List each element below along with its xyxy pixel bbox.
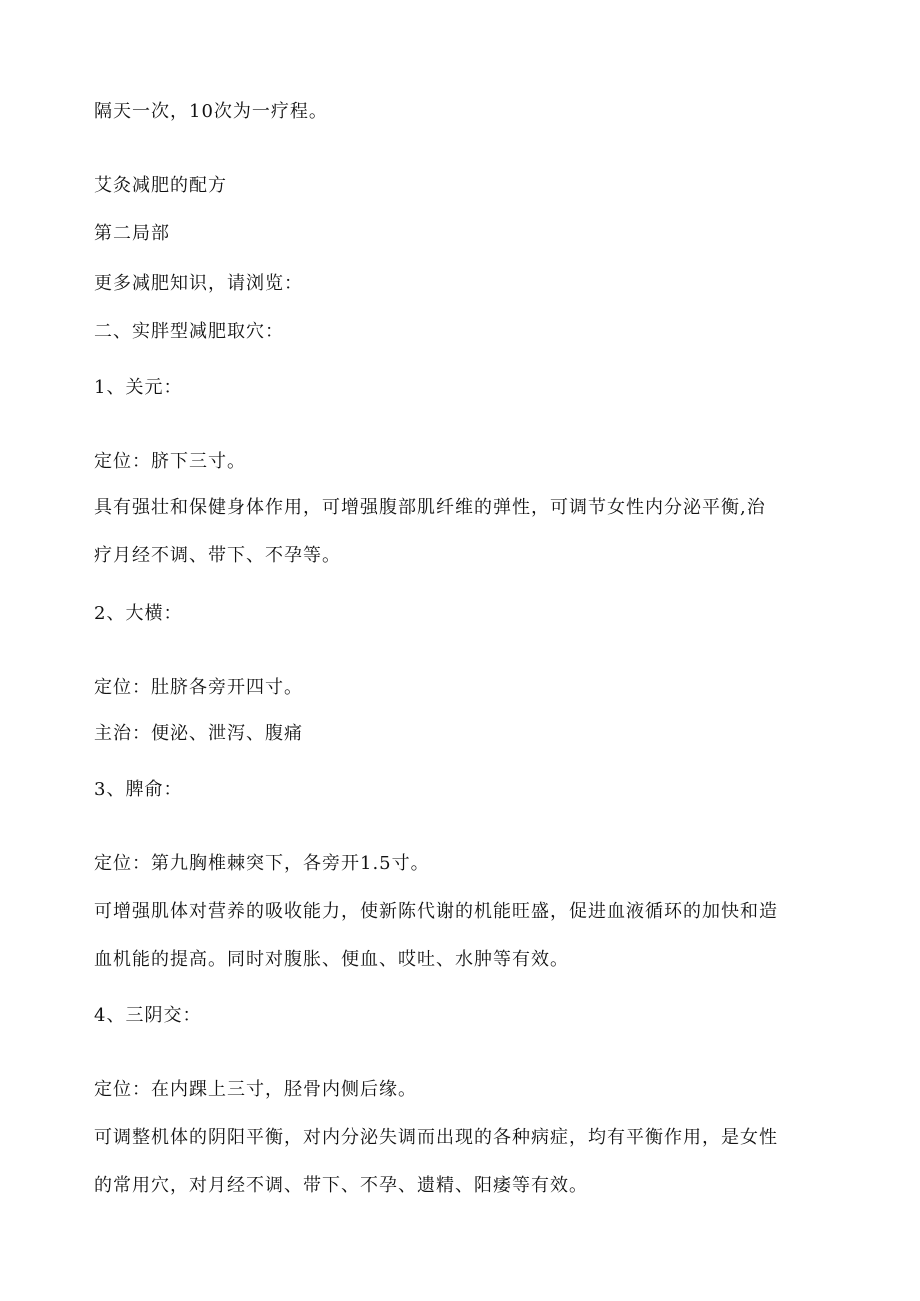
text-line: 定位：在内踝上三寸，胫骨内侧后缘。 (94, 1079, 417, 1100)
text-line: 2、大横： (94, 603, 183, 624)
text-line: 隔天一次，10次为一疗程。 (94, 101, 328, 122)
text-line: 血机能的提高。同时对腹胀、便血、哎吐、水肿等有效。 (94, 949, 569, 970)
text-line: 定位：第九胸椎棘突下，各旁开1.5寸。 (94, 853, 430, 874)
text-line: 的常用穴，对月经不调、带下、不孕、遗精、阳痿等有效。 (94, 1175, 588, 1196)
text-line: 疗月经不调、带下、不孕等。 (94, 545, 341, 566)
text-line: 4、三阴交： (94, 1005, 202, 1026)
text-line: 1、关元： (94, 377, 183, 398)
text-line: 可调整机体的阴阳平衡，对内分泌失调而出现的各种病症，均有平衡作用，是女性 (94, 1127, 778, 1148)
text-line: 第二局部 (94, 223, 170, 244)
text-line: 定位：肚脐各旁开四寸。 (94, 677, 303, 698)
text-line: 可增强肌体对营养的吸收能力，使新陈代谢的机能旺盛，促进血液循环的加快和造 (94, 901, 778, 922)
text-line: 定位：脐下三寸。 (94, 451, 246, 472)
text-line: 更多减肥知识，请浏览： (94, 273, 303, 294)
text-line: 3、脾俞： (94, 779, 183, 800)
text-line: 主治：便泌、泄泻、腹痛 (94, 723, 303, 744)
text-line: 艾灸减肥的配方 (94, 175, 227, 196)
text-line: 具有强壮和保健身体作用，可增强腹部肌纤维的弹性，可调节女性内分泌平衡,治 (94, 497, 766, 518)
text-line: 二、实胖型减肥取穴： (94, 321, 284, 342)
